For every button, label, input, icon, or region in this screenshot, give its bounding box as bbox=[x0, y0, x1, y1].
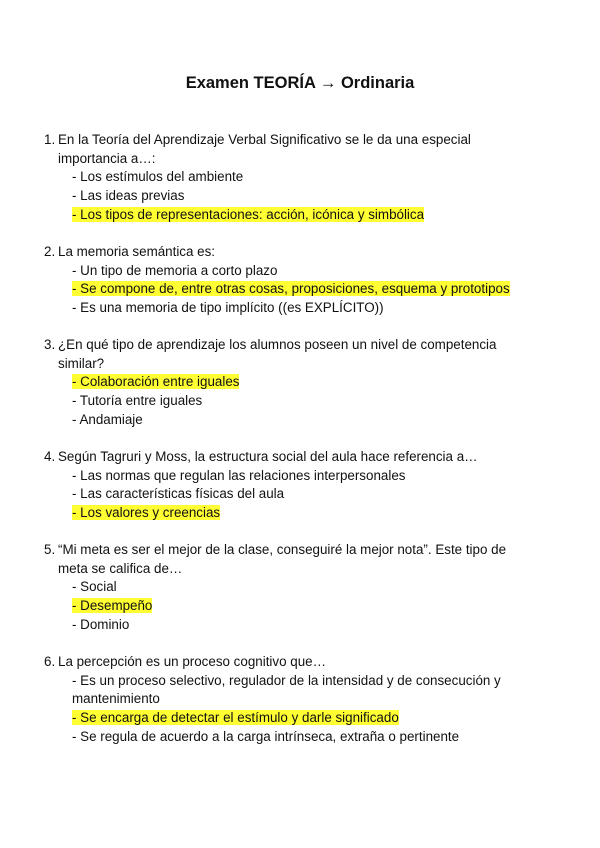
answer-option-correct: - Desempeño bbox=[72, 598, 153, 614]
question-text: La memoria semántica es: bbox=[58, 244, 216, 259]
answer-option: - Tutoría entre iguales bbox=[72, 393, 203, 409]
question-text: ¿En qué tipo de aprendizaje los alumnos poseen un nivel de competencia bbox=[58, 337, 497, 352]
page-title: Examen TEORÍA → Ordinaria bbox=[185, 74, 415, 92]
question-text: similar? bbox=[58, 355, 105, 371]
question-6 bbox=[44, 653, 544, 746]
question-number: 4. bbox=[44, 449, 56, 464]
question-text: La percepción es un proceso cognitivo que… bbox=[58, 654, 326, 669]
answer-option: - Dominio bbox=[72, 616, 130, 632]
answer-option: - Social bbox=[72, 579, 117, 595]
answer-option-correct: - Los valores y creencias bbox=[72, 505, 221, 521]
question-number: 3. bbox=[44, 337, 56, 352]
answer-option-correct: - Se encarga de detectar el estímulo y darle significado bbox=[72, 710, 399, 726]
answer-option-correct: - Se compone de, entre otras cosas, proposiciones, esquema y prototipos bbox=[72, 281, 510, 297]
question-number: 5. bbox=[44, 542, 56, 557]
question-2 bbox=[44, 243, 544, 318]
answer-option-continuation: mantenimiento bbox=[72, 691, 160, 707]
question-number: 1. bbox=[44, 132, 56, 147]
answer-option: - Es una memoria de tipo implícito ((es EXPLÍCITO)) bbox=[72, 300, 384, 316]
answer-option: - Las ideas previas bbox=[72, 188, 185, 204]
answer-option: - Los estímulos del ambiente bbox=[72, 169, 244, 185]
answer-option: - Las características físicas del aula bbox=[72, 486, 285, 502]
question-5 bbox=[44, 541, 544, 634]
answer-option: - Las normas que regulan las relaciones interpersonales bbox=[72, 467, 406, 483]
question-text: meta se califica de… bbox=[58, 560, 183, 576]
question-text: importancia a…: bbox=[58, 150, 156, 166]
question-text: En la Teoría del Aprendizaje Verbal Significativo se le da una especial bbox=[58, 132, 471, 147]
answer-option: - Andamiaje bbox=[72, 411, 143, 427]
answer-option-correct: - Los tipos de representaciones: acción, icónica y simbólica bbox=[72, 206, 425, 222]
question-text: Según Tagruri y Moss, la estructura social del aula hace referencia a… bbox=[58, 449, 478, 464]
answer-option-correct: - Colaboración entre iguales bbox=[72, 374, 240, 390]
question-text: “Mi meta es ser el mejor de la clase, conseguiré la mejor nota”. Este tipo de bbox=[58, 542, 507, 557]
question-number: 2. bbox=[44, 244, 56, 259]
answer-option: - Es un proceso selectivo, regulador de la intensidad y de consecución y bbox=[72, 672, 501, 688]
question-number: 6. bbox=[44, 654, 56, 669]
question-4 bbox=[44, 448, 544, 523]
answer-option: - Se regula de acuerdo a la carga intrínseca, extraña o pertinente bbox=[72, 728, 460, 744]
question-3 bbox=[44, 336, 544, 429]
answer-option: - Un tipo de memoria a corto plazo bbox=[72, 262, 278, 278]
question-1 bbox=[44, 131, 544, 224]
